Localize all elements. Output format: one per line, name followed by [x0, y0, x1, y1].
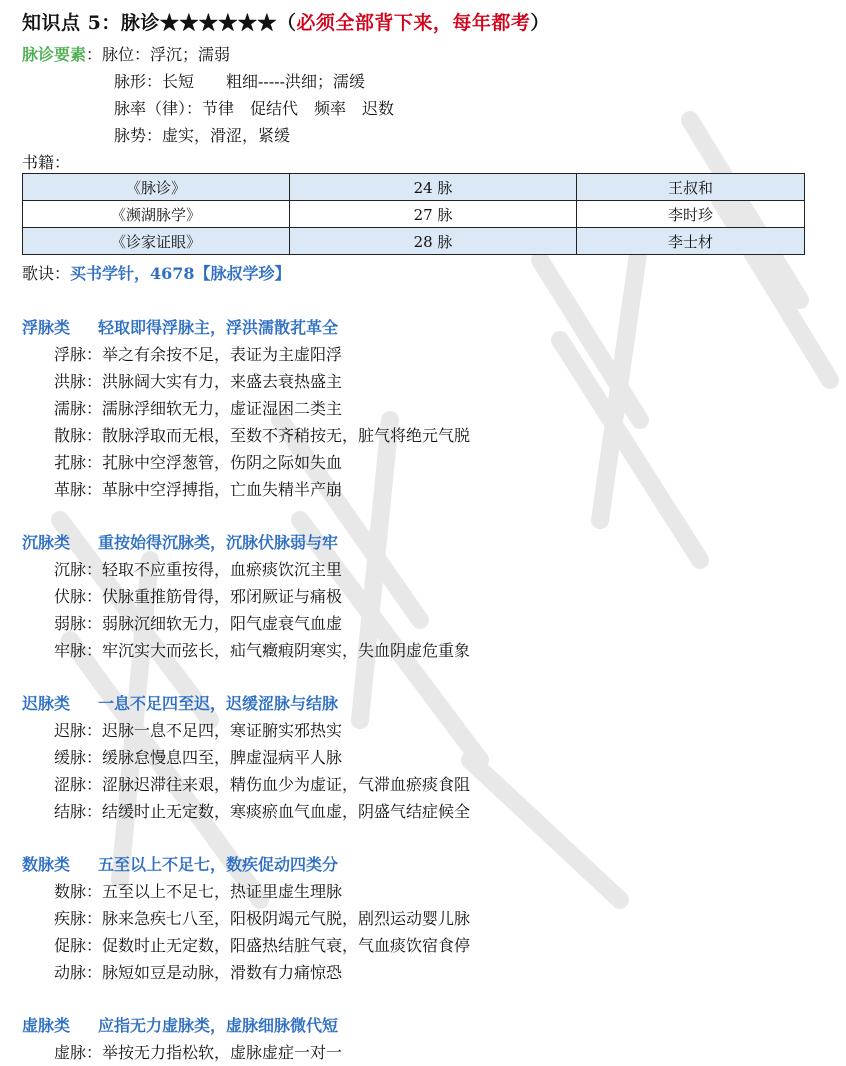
list-item: 沉脉：轻取不应重按得，血瘀痰饮沉主里	[54, 560, 343, 579]
pulse-count-cell: 24 脉	[290, 174, 577, 201]
mnemonic-prefix: 歌诀：	[22, 264, 71, 283]
pulse-count-cell: 27 脉	[290, 201, 577, 228]
title-suffix: ）	[530, 12, 550, 34]
elements-line-1	[22, 42, 230, 65]
table-row	[23, 201, 805, 228]
list-item: 缓脉：缓脉怠慢息四至，脾虚湿病平人脉	[54, 748, 343, 767]
section-heading	[22, 691, 338, 714]
section-category: 沉脉类	[22, 533, 71, 552]
elements-label: 脉诊要素	[22, 45, 87, 64]
author-cell: 李士材	[577, 228, 805, 255]
section-verse: 重按始得沉脉类，沉脉伏脉弱与牢	[98, 533, 339, 552]
section-category: 虚脉类	[22, 1016, 71, 1035]
pulse-count-cell: 28 脉	[290, 228, 577, 255]
table-row	[23, 174, 805, 201]
section-heading	[22, 530, 338, 553]
elements-line-text: 脉位：浮沉；濡弱	[102, 45, 231, 64]
section-category: 迟脉类	[22, 694, 71, 713]
list-item: 虚脉：举按无力指松软，虚脉虚症一对一	[54, 1043, 343, 1062]
title-prefix: 知识点 5：脉诊★★★★★★（	[22, 12, 297, 34]
elements-line-4: 脉势：虚实，滑涩，紧缓	[114, 126, 291, 145]
books-table	[22, 173, 805, 255]
list-item: 疾脉：脉来急疾七八至，阳极阴竭元气脱，剧烈运动婴儿脉	[54, 909, 471, 928]
list-item: 迟脉：迟脉一息不足四，寒证腑实邪热实	[54, 721, 343, 740]
list-item: 弱脉：弱脉沉细软无力，阳气虚衰气血虚	[54, 614, 343, 633]
mnemonic-text: 买书学针，4678【脉叔学珍】	[70, 264, 291, 283]
list-item: 动脉：脉短如豆是动脉，滑数有力痛惊恐	[54, 963, 343, 982]
list-item: 革脉：革脉中空浮搏指，亡血失精半产崩	[54, 480, 343, 499]
elements-colon: ：	[86, 45, 103, 64]
list-item: 牢脉：牢沉实大而弦长，疝气癥瘕阴寒实，失血阴虚危重象	[54, 641, 471, 660]
section-heading	[22, 315, 338, 338]
section-verse: 应指无力虚脉类，虚脉细脉微代短	[98, 1016, 339, 1035]
list-item: 浮脉：举之有余按不足，表证为主虚阳浮	[54, 345, 343, 364]
books-label: 书籍：	[22, 153, 71, 172]
list-item: 结脉：结缓时止无定数，寒痰瘀血气血虚，阴盛气结症候全	[54, 802, 471, 821]
section-category: 数脉类	[22, 855, 71, 874]
list-item: 濡脉：濡脉浮细软无力，虚证湿困二类主	[54, 399, 343, 418]
author-cell: 王叔和	[577, 174, 805, 201]
book-title-cell: 《诊家证眼》	[23, 228, 290, 255]
author-cell: 李时珍	[577, 201, 805, 228]
section-category: 浮脉类	[22, 318, 71, 337]
mnemonic-line	[22, 261, 291, 284]
section-heading	[22, 852, 338, 875]
page-title	[22, 8, 550, 35]
list-item: 洪脉：洪脉阔大实有力，来盛去衰热盛主	[54, 372, 343, 391]
book-title-cell: 《脉诊》	[23, 174, 290, 201]
title-emphasis: 必须全部背下来，每年都考	[296, 12, 531, 34]
table-row	[23, 228, 805, 255]
elements-line-3: 脉率（律）：节律 促结代 频率 迟数	[114, 99, 395, 118]
section-heading	[22, 1013, 338, 1036]
list-item: 数脉：五至以上不足七，热证里虚生理脉	[54, 882, 343, 901]
section-verse: 轻取即得浮脉主，浮洪濡散芤革全	[98, 318, 339, 337]
list-item: 涩脉：涩脉迟滞往来艰，精伤血少为虚证，气滞血瘀痰食阻	[54, 775, 471, 794]
list-item: 散脉：散脉浮取而无根，至数不齐稍按无，脏气将绝元气脱	[54, 426, 471, 445]
book-title-cell: 《濒湖脉学》	[23, 201, 290, 228]
list-item: 伏脉：伏脉重推筋骨得，邪闭厥证与痛极	[54, 587, 343, 606]
elements-line-2: 脉形：长短 粗细-----洪细；濡缓	[114, 72, 366, 91]
list-item: 促脉：促数时止无定数，阳盛热结脏气衰，气血痰饮宿食停	[54, 936, 471, 955]
list-item: 芤脉：芤脉中空浮葱管，伤阴之际如失血	[54, 453, 343, 472]
section-verse: 一息不足四至迟，迟缓涩脉与结脉	[98, 694, 339, 713]
section-verse: 五至以上不足七，数疾促动四类分	[98, 855, 339, 874]
